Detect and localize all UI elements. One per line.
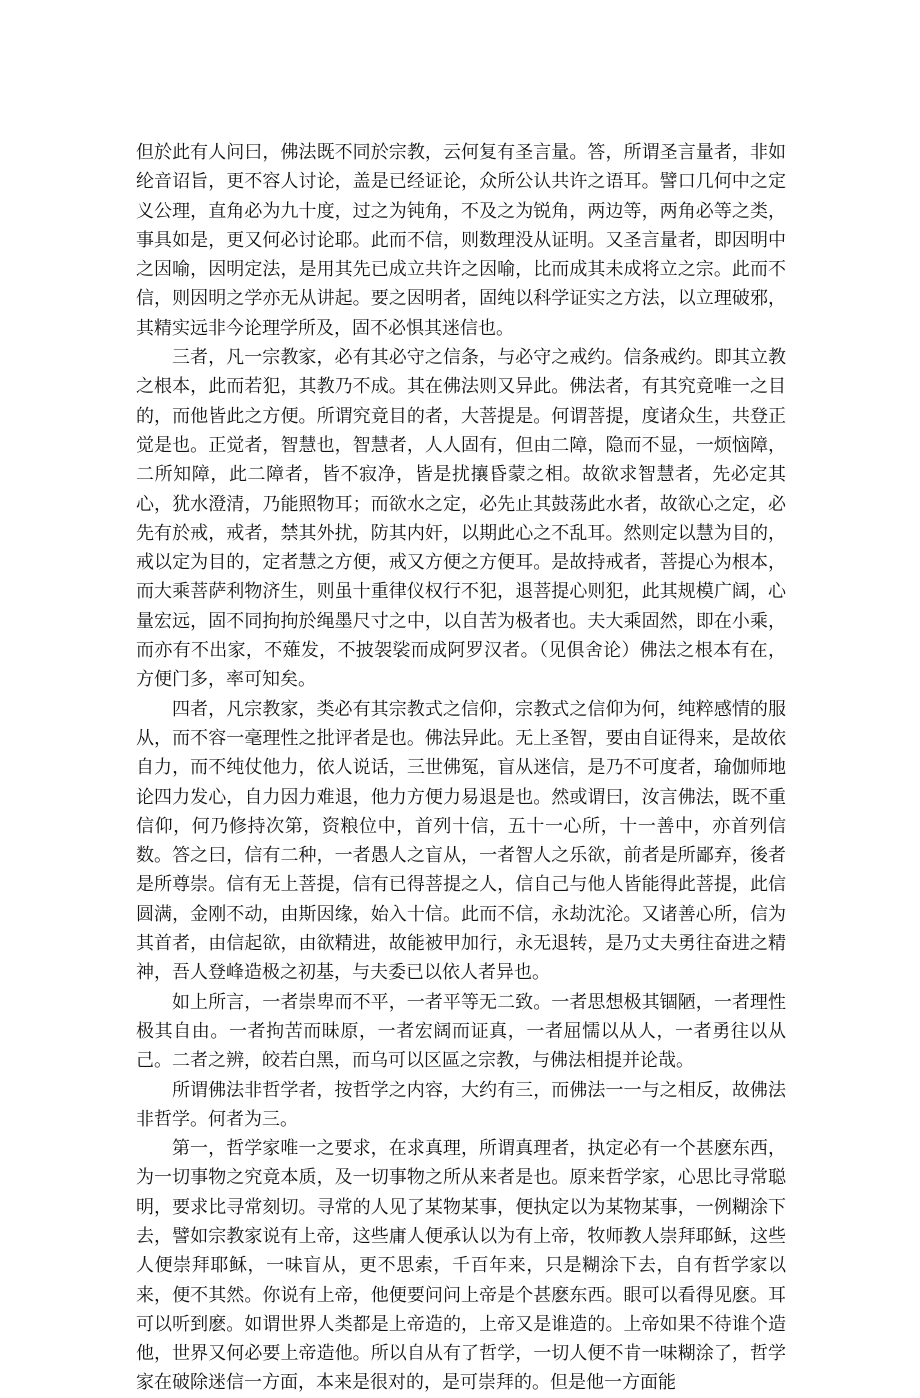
- paragraph-6: 第一，哲学家唯一之要求，在求真理，所谓真理者，执定必有一个甚麽东西，为一切事物之究竟本质，及一切事物之所从来者是也。原来哲学家，心思比寻常聪明，要求比寻常刻切。寻常的人见了某物某事，便执定以为某物某事，一例糊涂下去，譬如宗教家说有上帝，这些庸人便承认以为有上帝，牧师教人崇拜耶稣，这些人便崇拜耶稣，一味盲从，更不思索，千百年来，只是糊涂下去，自有哲学家以来，便不其然。你说有上帝，他便要问问上帝是个甚麽东西。眼可以看得见麽。耳可以听到麽。如谓世界人类都是上帝造的，上帝又是谁造的。上帝如果不待谁个造他，世界又何必要上帝造他。所以自从有了哲学，一切人便不肯一味糊涂了，哲学家在破除迷信一方面，本来是很对的，是可崇拜的。但是他一方面能: [136, 1138, 786, 1394]
- paragraph-2: 三者，凡一宗教家，必有其必守之信条，与必守之戒约。信条戒约。即其立教之根本，此而若犯，其教乃不成。其在佛法则又异此。佛法者，有其究竟唯一之目的，而他皆此之方便。所谓究竟目的者，大菩提是。何谓菩提，度诸众生，共登正觉是也。正觉者，智慧也，智慧者，人人固有，但由二障，隐而不显，一烦恼障，二所知障，此二障者，皆不寂净，皆是扰攘昏蒙之相。故欲求智慧者，先必定其心，犹水澄清，乃能照物耳；而欲水之定，必先止其鼓荡此水者，故欲心之定，必先有於戒，戒者，禁其外扰，防其内奸，以期此心之不乱耳。然则定以慧为目的，戒以定为目的，定者慧之方便，戒又方便之方便耳。是故持戒者，菩提心为根本，而大乘菩萨利物济生，则虽十重律仪权行不犯，退菩提心则犯，此其规模广阔，心量宏远，固不同拘拘於绳墨尺寸之中，以自苦为极者也。夫大乘固然，即在小乘，而亦有不出家，不薙发，不披袈裟而成阿罗汉者。（见俱舍论）佛法之根本有在，方便门多，率可知矣。: [136, 347, 786, 691]
- paragraph-4: 如上所言，一者崇卑而不平，一者平等无二致。一者思想极其锢陋，一者理性极其自由。一者拘苦而昧原，一者宏阔而证真，一者屈懦以从人，一者勇往以从己。二者之辨，皎若白黑，而乌可以区區之宗教，与佛法相提并论哉。: [136, 991, 786, 1072]
- paragraph-3: 四者，凡宗教家，类必有其宗教式之信仰，宗教式之信仰为何，纯粹感情的服从，而不容一毫理性之批评者是也。佛法异此。无上圣智，要由自证得来，是故依自力，而不纯仗他力，依人说话，三世佛冤，盲从迷信，是乃不可度者，瑜伽师地论四力发心，自力因力难退，他力方便力易退是也。然或谓曰，汝言佛法，既不重信仰，何乃修持次第，资粮位中，首列十信，五十一心所，十一善中，亦首列信数。答之曰，信有二种，一者愚人之盲从，一者智人之乐欲，前者是所鄙弃，後者是所尊崇。信有无上菩提，信有已得菩提之人，信自己与他人皆能得此菩提，此信圆满，金刚不动，由斯因缘，始入十信。此而不信，永劫沈沦。又诸善心所，信为其首者，由信起欲，由欲精进，故能被甲加行，永无退转，是乃丈夫勇往奋进之精神，吾人登峰造极之初基，与夫委已以依人者异也。: [136, 698, 786, 984]
- paragraph-1: 但於此有人问曰，佛法既不同於宗教，云何复有圣言量。答，所谓圣言量者，非如纶音诏旨，更不容人讨论，盖是已经证论，众所公认共许之语耳。譬口几何中之定义公理，直角必为九十度，过之为钝角，不及之为锐角，两边等，两角必等之类，事具如是，更又何必讨论耶。此而不信，则数理没从证明。又圣言量者，即因明中之因喻，因明定法，是用其先已成立共许之因喻，比而成其未成将立之宗。此而不信，则因明之学亦无从讲起。要之因明者，固纯以科学证实之方法，以立理破邪，其精实远非今论理学所及，固不必惧其迷信也。: [136, 142, 786, 339]
- document-body: [136, 138, 786, 1398]
- paragraph-5: 所谓佛法非哲学者，按哲学之内容，大约有三，而佛法一一与之相反，故佛法非哲学。何者为三。: [136, 1079, 786, 1130]
